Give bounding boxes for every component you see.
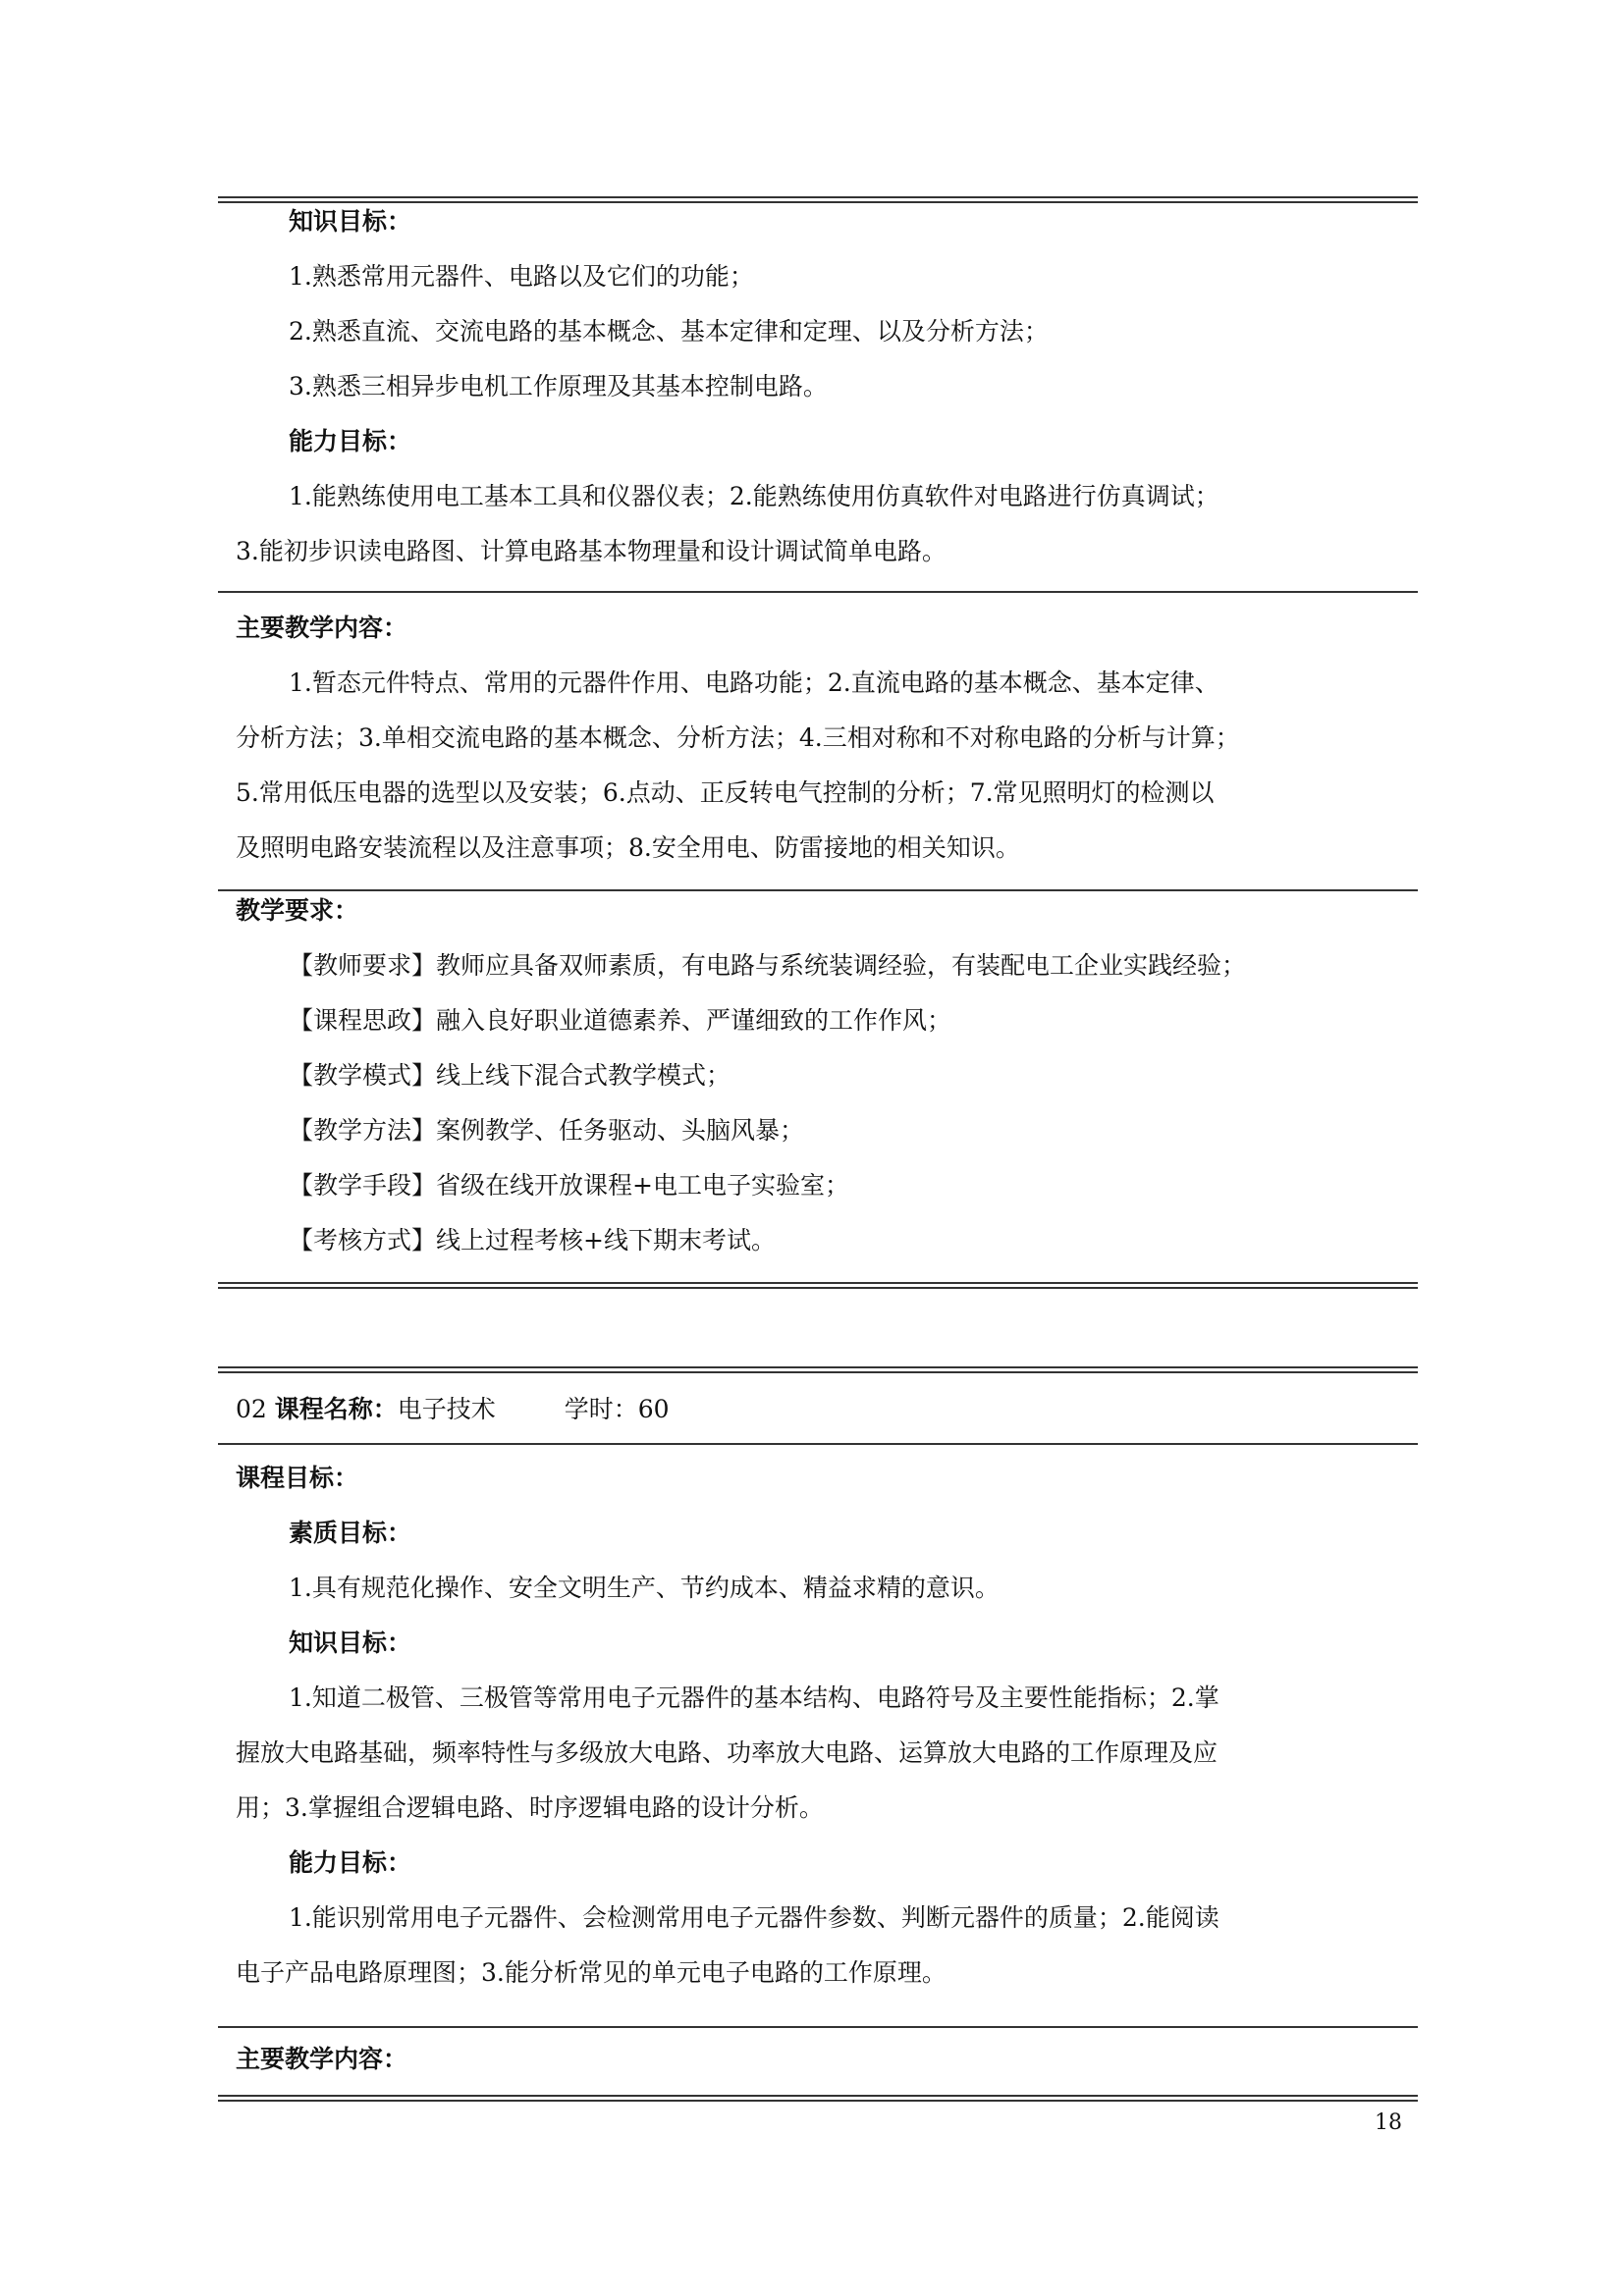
goal-heading: 课程目标：: [236, 1464, 359, 1492]
requirement-item: 【教学方法】案例教学、任务驱动、头脑风暴；: [289, 1116, 805, 1145]
knowledge-line: 握放大电路基础，频率特性与多级放大电路、功率放大电路、运算放大电路的工作原理及应: [236, 1738, 1218, 1767]
requirement-item: 【教学模式】线上线下混合式教学模式；: [289, 1061, 731, 1090]
course-name-value: 电子技术: [397, 1395, 496, 1423]
rule-content-2: [218, 2026, 1418, 2028]
section2-top-double-rule: [218, 1366, 1418, 1373]
course-title-line: [218, 1382, 1418, 1437]
knowledge-heading: 知识目标：: [289, 1629, 412, 1657]
ability-line: 电子产品电路原理图；3.能分析常见的单元电子电路的工作原理。: [236, 1958, 947, 1987]
course-name-label: 课程名称：: [274, 1395, 398, 1423]
content-line: 1.暂态元件特点、常用的元器件作用、电路功能；2.直流电路的基本概念、基本定律、: [289, 668, 1219, 697]
ability-line: 3.能初步识读电路图、计算电路基本物理量和设计调试简单电路。: [236, 537, 947, 565]
ability-line: 1.能识别常用电子元器件、会检测常用电子元器件参数、判断元器件的质量；2.能阅读: [289, 1903, 1219, 1932]
section2-title-row: [218, 1382, 1418, 1437]
knowledge-line: 用；3.掌握组合逻辑电路、时序逻辑电路的设计分析。: [236, 1793, 824, 1822]
content-heading: 主要教学内容：: [236, 2045, 408, 2073]
course-hours-label: 学时：: [564, 1395, 638, 1423]
course-hours-value: 60: [637, 1395, 670, 1423]
knowledge-item: 3.熟悉三相异步电机工作原理及其基本控制电路。: [289, 372, 828, 400]
knowledge-item: 2.熟悉直流、交流电路的基本概念、基本定律和定理、以及分析方法；: [289, 317, 1049, 346]
knowledge-item: 1.熟悉常用元器件、电路以及它们的功能；: [289, 262, 754, 291]
section1-bottom-double-rule: [218, 1282, 1418, 1289]
requirements-heading: 教学要求：: [236, 896, 359, 925]
section1-requirements: [218, 883, 1418, 1268]
course-number: 02: [236, 1395, 267, 1423]
ability-line: 1.能熟练使用电工基本工具和仪器仪表；2.能熟练使用仿真软件对电路进行仿真调试；: [289, 482, 1219, 510]
requirement-item: 【教师要求】教师应具备双师素质，有电路与系统装调经验，有装配电工企业实践经验；: [289, 951, 1247, 980]
ability-heading: 能力目标：: [289, 427, 412, 455]
quality-heading: 素质目标：: [289, 1519, 412, 1547]
content-line: 5.常用低压电器的选型以及安装；6.点动、正反转电气控制的分析；7.常见照明灯的检测以: [236, 778, 1215, 807]
quality-item: 1.具有规范化操作、安全文明生产、节约成本、精益求精的意识。: [289, 1574, 1000, 1602]
content-line: 分析方法；3.单相交流电路的基本概念、分析方法；4.三相对称和不对称电路的分析与计算；: [236, 723, 1240, 752]
content-line: 及照明电路安装流程以及注意事项；8.安全用电、防雷接地的相关知识。: [236, 833, 1020, 862]
ability-heading: 能力目标：: [289, 1848, 412, 1877]
knowledge-line: 1.知道二极管、三极管等常用电子元器件的基本结构、电路符号及主要性能指标；2.掌: [289, 1683, 1219, 1712]
section2-bottom-double-rule: [218, 2095, 1418, 2102]
rule-goals: [218, 1443, 1418, 1445]
section1-content: [218, 601, 1418, 876]
section2-goals: [218, 1451, 1418, 2001]
requirement-item: 【考核方式】线上过程考核+线下期末考试。: [289, 1226, 776, 1255]
section2-content: [218, 2032, 1418, 2087]
content-heading: 主要教学内容：: [236, 614, 408, 642]
section1-objectives: [218, 194, 1418, 579]
requirement-item: 【课程思政】融入良好职业道德素养、严谨细致的工作作风；: [289, 1006, 952, 1035]
rule-content: [218, 591, 1418, 593]
knowledge-heading: 知识目标：: [289, 207, 412, 236]
page-number: 18: [1375, 2110, 1402, 2135]
requirement-item: 【教学手段】省级在线开放课程+电工电子实验室；: [289, 1171, 849, 1200]
